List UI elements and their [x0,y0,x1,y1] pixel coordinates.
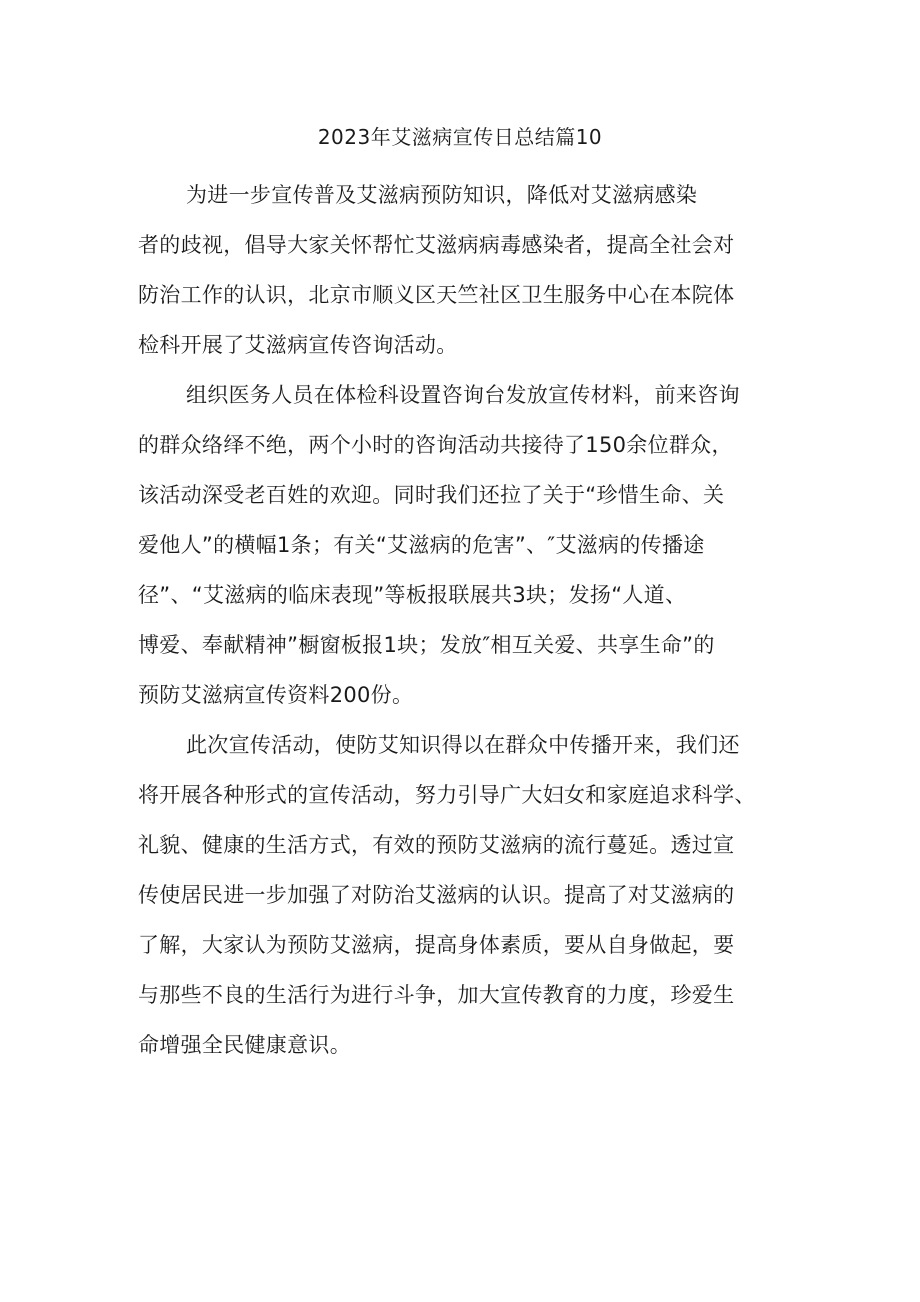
document-title: 2023年艾滋病宣传日总结篇10 [317,125,603,149]
paragraph-line: 组织医务人员在体检科设置咨询台发放宣传材料，前来咨询 [186,383,740,407]
paragraph-line: 将开展各种形式的宣传活动，努力引导广大妇女和家庭追求科学、 [138,783,756,807]
paragraph-line: 的群众络绎不绝，两个小时的咨询活动共接待了150余位群众， [138,433,733,457]
paragraph-line: 防治工作的认识，北京市顺义区天竺社区卫生服务中心在本院体 [138,283,735,307]
paragraph-line: 博爱、奉献精神”橱窗板报1块；发放″相互关爱、共享生命”的 [138,633,715,657]
paragraph-3 [138,720,798,1070]
paragraph-line: 该活动深受老百姓的欢迎。同时我们还拉了关于“珍惜生命、关 [138,483,725,507]
paragraph-line: 与那些不良的生活行为进行斗争，加大宣传教育的力度，珍爱生 [138,983,735,1007]
paragraph-1 [138,170,798,370]
paragraph-line: 检科开展了艾滋病宣传咨询活动。 [138,333,458,357]
paragraph-line: 了解，大家认为预防艾滋病，提高身体素质，要从自身做起，要 [138,933,735,957]
paragraph-line: 此次宣传活动，使防艾知识得以在群众中传播开来，我们还 [186,733,740,757]
paragraph-2 [138,370,798,720]
paragraph-line: 传使居民进一步加强了对防治艾滋病的认识。提高了对艾滋病的 [138,883,735,907]
paragraph-line: 礼貌、健康的生活方式，有效的预防艾滋病的流行蔓延。透过宣 [138,833,735,857]
paragraph-line: 命增强全民健康意识。 [138,1033,351,1057]
paragraph-line: 为进一步宣传普及艾滋病预防知识，降低对艾滋病感染 [186,183,698,207]
document-body [138,170,798,1070]
paragraph-line: 径”、“艾滋病的临床表现”等板报联展共3块；发扬“人道、 [138,583,687,607]
paragraph-line: 爱他人”的横幅1条；有关“艾滋病的危害”、″艾滋病的传播途 [138,533,705,557]
paragraph-line: 预防艾滋病宣传资料200份。 [138,683,414,707]
paragraph-line: 者的歧视，倡导大家关怀帮忙艾滋病病毒感染者，提高全社会对 [138,233,735,257]
